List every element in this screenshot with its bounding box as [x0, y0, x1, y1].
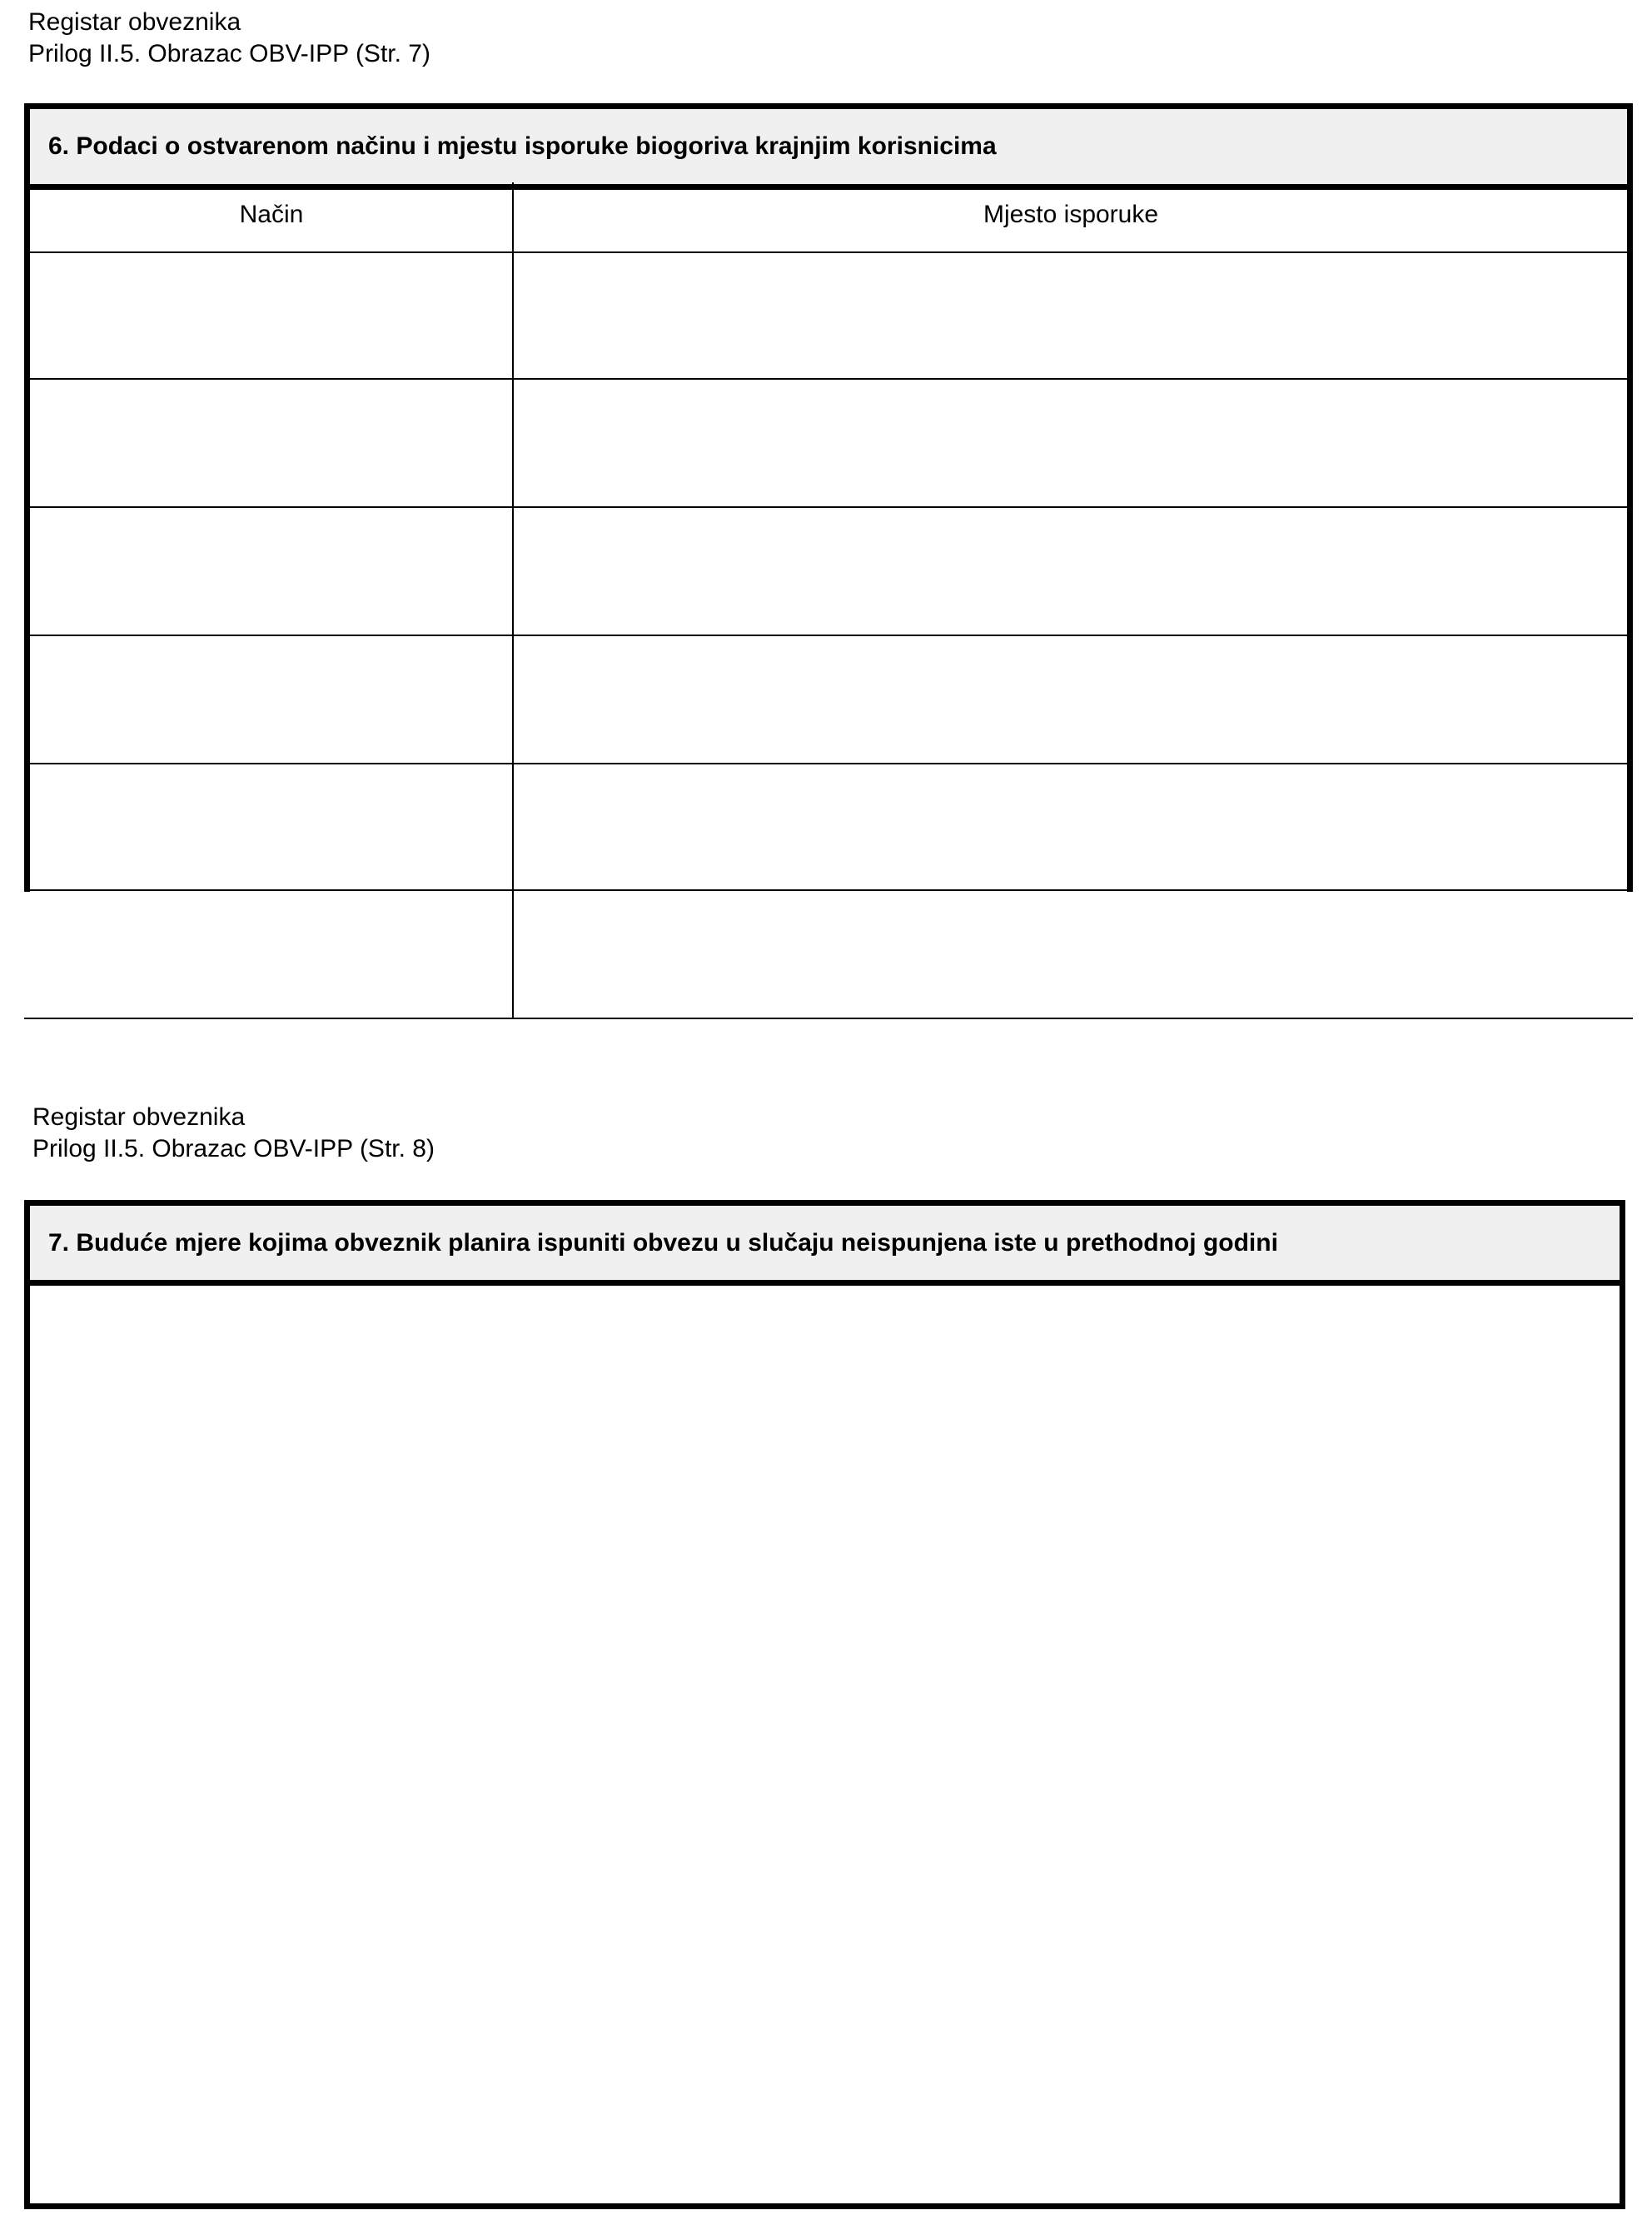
section-6-title: 6. Podaci o ostvarenom načinu i mjestu isporuke biogoriva krajnjim korisnicima [30, 109, 1627, 190]
table-bottom-line [24, 1018, 1633, 1019]
future-measures-field[interactable] [30, 1286, 1620, 2203]
mjesto-cell-3[interactable] [515, 508, 1627, 635]
header-register: Registar obveznika [28, 8, 241, 36]
page-header [32, 1102, 435, 1165]
nacin-cell-4[interactable] [30, 636, 511, 763]
nacin-cell-1[interactable] [30, 253, 511, 378]
mjesto-cell-6[interactable] [515, 891, 1630, 1018]
page-header [28, 7, 430, 70]
section-7-title: 7. Buduće mjere kojima obveznik planira ispuniti obvezu u slučaju neispunjena iste u prethodnoj godini [30, 1206, 1620, 1286]
nacin-cell-6[interactable] [24, 891, 511, 1018]
header-form-ref: Prilog II.5. Obrazac OBV-IPP (Str. 7) [28, 40, 430, 67]
mjesto-cell-5[interactable] [515, 764, 1627, 889]
section-7-box [24, 1200, 1625, 2209]
mjesto-cell-2[interactable] [515, 380, 1627, 506]
column-header-nacin: Način [239, 201, 304, 228]
nacin-cell-3[interactable] [30, 508, 511, 635]
mjesto-cell-4[interactable] [515, 636, 1627, 763]
header-form-ref: Prilog II.5. Obrazac OBV-IPP (Str. 8) [32, 1135, 435, 1162]
nacin-cell-5[interactable] [30, 764, 511, 889]
column-header-mjesto-isporuke: Mjesto isporuke [983, 201, 1159, 228]
mjesto-cell-1[interactable] [515, 253, 1627, 378]
column-divider [512, 182, 514, 1019]
header-register: Registar obveznika [32, 1103, 246, 1131]
nacin-cell-2[interactable] [30, 380, 511, 506]
